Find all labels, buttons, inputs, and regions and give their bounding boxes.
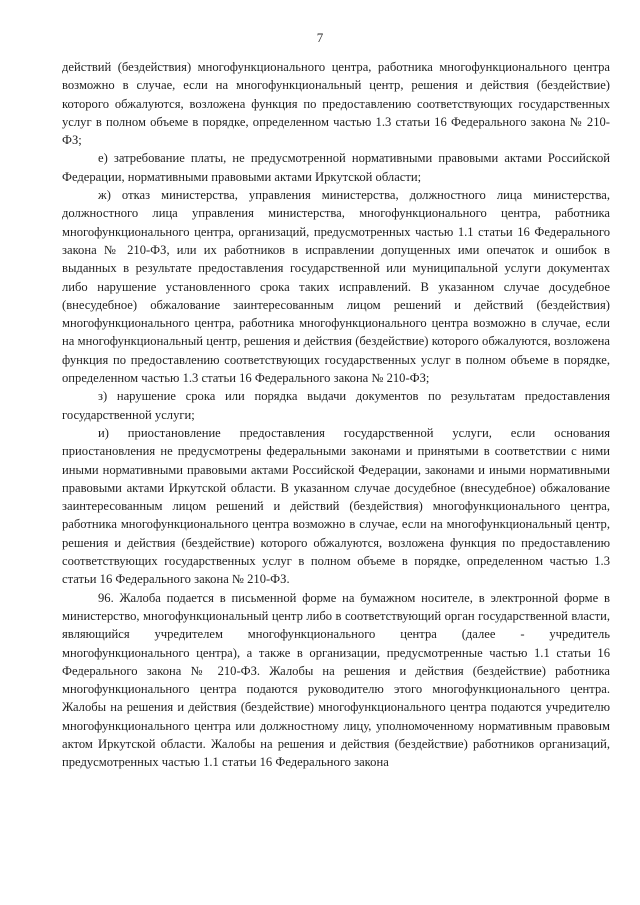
paragraph-item-zh: ж) отказ министерства, управления министерства, должностного лица министерства, должностного лица управления министерства, многофункционального центра, работника многофункционального центра, организаций, предусмотренных частью 1.1 статьи 16 Федерального закона № 210-ФЗ, или их работников в исправлении допущенных ими опечаток и ошибок в выданных в результате предоставления государственной или муниципальной услуги документах либо нарушение установленного срока таких исправлений. В указанном случае досудебное (внесудебное) обжалование заинтересованным лицом решений и действий (бездействия) многофункционального центра, работника многофункционального центра возможно в случае, если на многофункциональный центр, решения и действия (бездействие) которого обжалуются, возложена функция по предоставлению соответствующих государственных услуг в полном объеме в порядке, определенном частью 1.3 статьи 16 Федерального закона № 210-ФЗ; [62,188,610,386]
paragraph-continuation: действий (бездействия) многофункционального центра, работника многофункционального центра возможно в случае, если на многофункциональный центр, решения и действия (бездействие) которого обжалуются, возложена функция по предоставлению соответствующих государственных услуг в полном объеме в порядке, определенном частью 1.3 статьи 16 Федерального закона № 210-ФЗ; [62,60,610,148]
paragraph-item-z: з) нарушение срока или порядка выдачи документов по результатам предоставления государственной услуги; [62,389,610,422]
paragraph-item-i: и) приостановление предоставления государственной услуги, если основания приостановления не предусмотрены федеральными законами и принятыми в соответствии с ними иными нормативными правовыми актами Российской Федерации, законами и иными нормативными правовыми актами Иркутской области. В указанном случае досудебное (внесудебное) обжалование заинтересованным лицом решений и действий (бездействия) многофункционального центра, работника многофункционального центра возможно в случае, если на многофункциональный центр, решения и действия (бездействие) которого обжалуются, возложена функция по предоставлению соответствующих государственных услуг в полном объеме в порядке, определенном частью 1.3 статьи 16 Федерального закона № 210-ФЗ. [62,425,610,587]
paragraph-item-e: е) затребование платы, не предусмотренной нормативными правовыми актами Российской Федерации, нормативными правовыми актами Иркутской области; [62,151,610,184]
document-body [62,58,610,772]
page-number: 7 [316,30,324,45]
paragraph-item-96: 96. Жалоба подается в письменной форме на бумажном носителе, в электронной форме в министерство, многофункциональный центр либо в соответствующий орган государственной власти, являющийся учредителем многофункционального центра (далее - учредитель многофункционального центра), а также в организации, предусмотренные частью 1.1 статьи 16 Федерального закона № 210-ФЗ. Жалобы на решения и действия (бездействие) работника многофункционального центра подаются руководителю этого многофункционального центра. Жалобы на решения и действия (бездействие) многофункционального центра подаются учредителю многофункционального центра или должностному лицу, уполномоченному нормативным правовым актом Иркутской области. Жалобы на решения и действия (бездействие) работников организаций, предусмотренных частью 1.1 статьи 16 Федерального закона [62,590,610,770]
